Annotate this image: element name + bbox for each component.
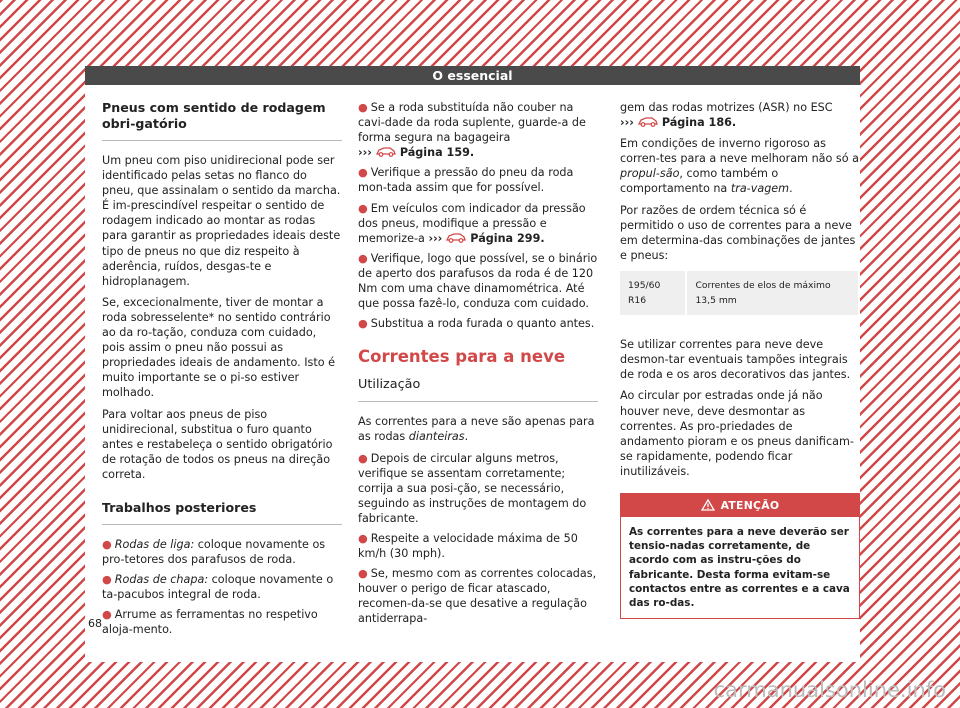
- column-2: [358, 100, 598, 632]
- section-header: O essencial: [85, 66, 860, 85]
- list-item: ● Se a roda substituída não couber na cavi-dade da roda suplente, guarde-a de forma segura na bagageira ››› Página 159.: [358, 101, 586, 160]
- column-3: [620, 100, 860, 619]
- list-item: ● Se, mesmo com as correntes colocadas, houver o perigo de ficar atascado, recomen-da-se que desative a regulação antiderrapa-: [358, 567, 597, 626]
- paragraph: Para voltar aos pneus de piso unidirecional, substitua o furo quanto antes e restabeleça o sentido obrigatório de rotação de todos os pneus na direção correta.: [102, 407, 333, 481]
- warning-header: ATENÇÃO: [621, 494, 859, 517]
- list-item: ● Rodas de liga: coloque novamente os pro-tetores dos parafusos de roda.: [102, 537, 326, 567]
- bullet-icon: ●: [358, 201, 368, 215]
- paragraph: gem das rodas motrizes (ASR) no ESC ››› Página 186.: [620, 101, 833, 130]
- paragraph: Ao circular por estradas onde já não houver neve, deve desmontar as correntes. As pro-priedades de andamento pioram e os pneus danificam-se rapidamente, podendo ficar inutilizáveis.: [620, 389, 854, 478]
- page-reference[interactable]: ››› Página 186.: [620, 116, 737, 130]
- car-reference-icon: [637, 116, 659, 127]
- paragraph: As correntes para a neve são apenas para as rodas dianteiras.: [358, 415, 595, 444]
- watermark: carmanualsonline.info: [713, 678, 946, 702]
- list-item: ● Verifique, logo que possível, se o binário de aperto dos parafusos da roda é de 120 Nm com uma chave dinamométrica. Até que possa fazê-lo, conduza com cuidado.: [358, 251, 598, 311]
- list-item: ● Em veículos com indicador da pressão dos pneus, modifique a pressão e memorize-a ››› Página 299.: [358, 201, 586, 245]
- bullet-icon: ●: [358, 251, 368, 265]
- page-number: 68: [88, 617, 102, 630]
- chapter-title: Correntes para a neve: [358, 347, 566, 367]
- page-reference[interactable]: ››› Página 299.: [428, 231, 545, 245]
- heading-usage: Utilização: [358, 377, 598, 402]
- warning-text: As correntes para a neve deverão ser tensio-nadas corretamente, de acordo com as instru-ções do fabricante. Desta forma evitam-se contactos entre as correntes e a cava das ro-das.: [629, 526, 850, 610]
- paragraph: Por razões de ordem técnica só é permitido o uso de correntes para a neve em determina-das combinações de jantes e pneus:: [620, 203, 856, 262]
- page-reference[interactable]: ››› Página 159.: [358, 146, 475, 160]
- warning-triangle-icon: [701, 499, 715, 511]
- rim-tyre-table: [620, 271, 860, 315]
- list-item: ● Respeite a velocidade máxima de 50 km/h (30 mph).: [358, 531, 578, 561]
- heading-tyres-direction: Pneus com sentido de rodagem obri-gatório: [102, 100, 342, 141]
- car-reference-icon: [445, 232, 467, 243]
- list-item: ● Depois de circular alguns metros, verifique se assentam corretamente; corrija a sua posi-ção, se necessário, seguindo as instruções de montagem do fabricante.: [358, 451, 587, 525]
- bullet-icon: ●: [102, 573, 112, 587]
- table-row: [620, 271, 859, 315]
- table-cell-tyre-size: 195/60 R16: [620, 271, 686, 315]
- list-item: ● Substitua a roda furada o quanto antes.: [358, 317, 595, 331]
- table-cell-chain-spec: Correntes de elos de máximo 13,5 mm: [686, 271, 859, 315]
- column-1: [102, 100, 342, 643]
- list-item: ● Arrume as ferramentas no respetivo aloja-mento.: [102, 608, 318, 637]
- bullet-icon: ●: [358, 451, 368, 465]
- bullet-icon: ●: [102, 608, 112, 622]
- warning-box: [620, 493, 860, 619]
- bullet-icon: ●: [358, 317, 368, 331]
- heading-follow-up-work: Trabalhos posteriores: [102, 500, 342, 525]
- bullet-icon: ●: [102, 537, 112, 551]
- bullet-icon: ●: [358, 531, 368, 545]
- paragraph: Um pneu com piso unidirecional pode ser identificado pelas setas no flanco do pneu, que assinalam o sentido da marcha. É im-prescindível respeitar o sentido de rodagem indicado ao montar as rodas para garantir as propriedades ideais deste tipo de pneus no que diz respeito à aderência, ruídos, desgas-te e hidroplanagem.: [102, 154, 341, 288]
- car-reference-icon: [375, 146, 397, 157]
- bullet-icon: ●: [358, 166, 368, 180]
- list-item: ● Rodas de chapa: coloque novamente o ta-pacubos integral de roda.: [102, 573, 334, 602]
- paragraph: Se, excecionalmente, tiver de montar a roda sobresselente* no sentido contrário ao da ro-tação, conduza com cuidado, pois assim o pneu não possui as propriedades ideais de andamento. Isto é muito importante se o pi-so estiver molhado.: [102, 295, 336, 400]
- bullet-icon: ●: [358, 567, 368, 581]
- bullet-icon: ●: [358, 101, 368, 114]
- paragraph: Em condições de inverno rigoroso as corren-tes para a neve melhoram não só a propul-são, como também o comportamento na tra-vagem.: [620, 137, 859, 196]
- list-item: ● Verifique a pressão do pneu da roda mon-tada assim que for possível.: [358, 166, 574, 195]
- paragraph: Se utilizar correntes para neve deve desmon-tar eventuais tampões integrais de roda e os aros decorativos das jantes.: [620, 338, 851, 382]
